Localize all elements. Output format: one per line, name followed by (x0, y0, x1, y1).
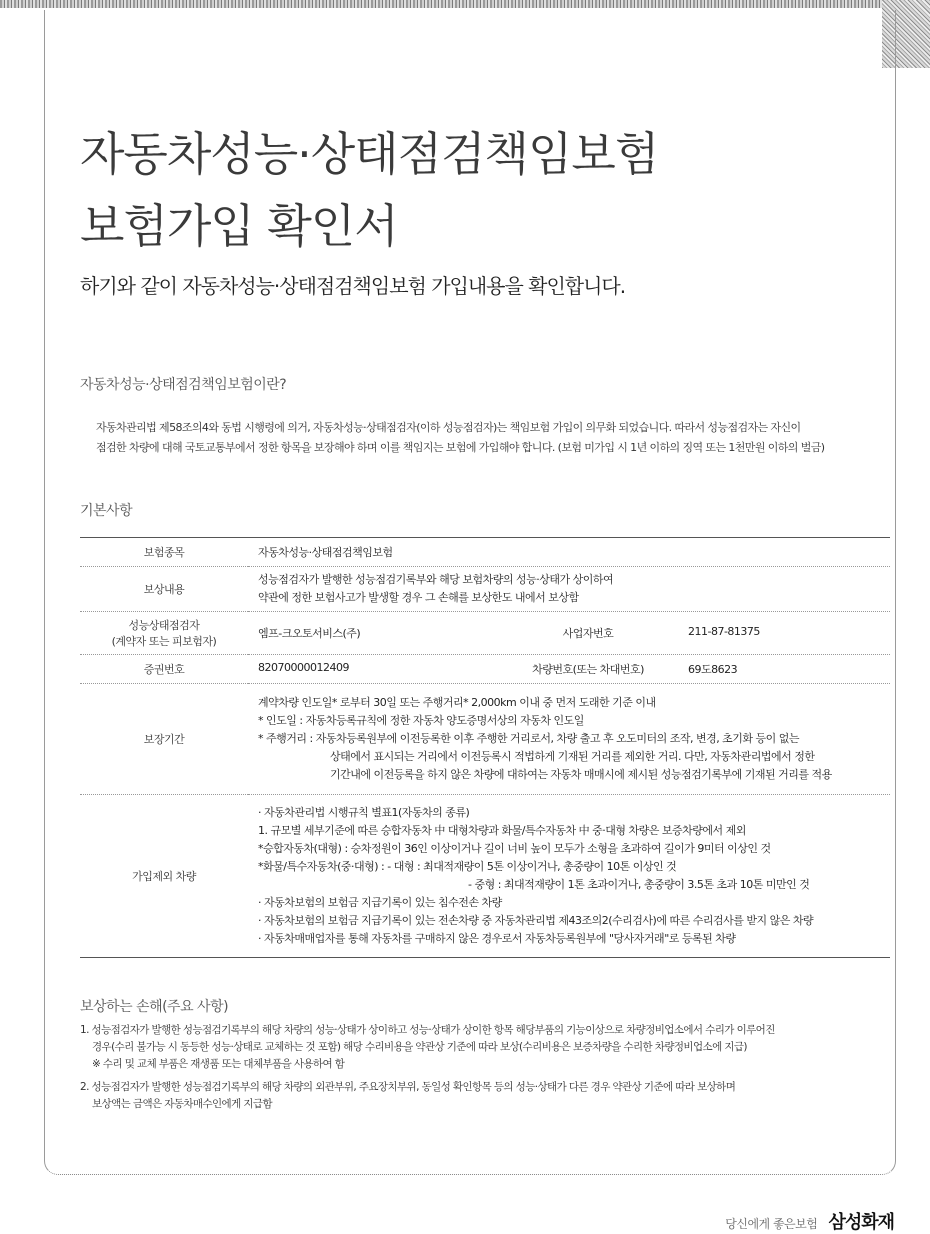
inspector-label-line: (계약자 또는 피보험자) (111, 635, 217, 648)
period-line: 기간내에 이전등록을 하지 않은 차량에 대하여는 자동차 매매시에 제시된 성능점검기록부에 기재된 거리를 적용 (330, 768, 832, 781)
compensation-heading: 보상하는 손해(주요 사항) (80, 999, 229, 1015)
basics-table (80, 537, 890, 958)
coverage-line: 성능점검자가 발행한 성능점검기록부와 해당 보험차량의 성능·상태가 상이하여 (258, 573, 614, 586)
inspector-value: 엠프-크오토서비스(주) (258, 627, 361, 640)
basics-heading: 기본사항 (80, 503, 133, 519)
compensation-list (80, 1022, 880, 1113)
excluded-line: - 중형 : 최대적재량이 1톤 초과이거나, 총중량이 3.5톤 초과 10톤 미만인 것 (468, 878, 810, 891)
biz-no-label: 사업자번호 (562, 627, 614, 640)
coverage-label: 보상내용 (80, 567, 248, 612)
footer-brand (725, 1208, 894, 1234)
excluded-line: 1. 규모별 세부기준에 따른 승합자동차 中 대형차량과 화물/특수자동차 中 중·대형 차량은 보증차량에서 제외 (258, 824, 746, 837)
compensation-line: 보상액는 금액은 자동차매수인에게 지급함 (92, 1098, 272, 1110)
excluded-label: 가입제외 차량 (80, 795, 248, 958)
table-row (80, 567, 890, 612)
policy-no-label: 증권번호 (80, 655, 248, 684)
insurance-type-label: 보험종목 (80, 538, 248, 567)
period-value (248, 684, 890, 795)
period-line: 상태에서 표시되는 거리에서 이전등록시 적법하게 기재된 거리를 제외한 거리. 다만, 자동차관리법에서 정한 (330, 750, 815, 763)
company-logo: 삼성화재 (828, 1212, 894, 1233)
table-row (80, 684, 890, 795)
excluded-line: · 자동차보험의 보험금 지급기록이 있는 전손차량 중 자동차관리법 제43조의2(수리검사)에 따른 수리검사를 받지 않은 차량 (258, 914, 814, 927)
coverage-value (248, 567, 890, 612)
insurance-type-value: 자동차성능·상태점검책임보험 (248, 538, 890, 567)
policy-sub-row (258, 661, 886, 677)
biz-no-value: 211-87-81375 (688, 625, 760, 638)
policy-row (248, 655, 890, 684)
footer-slogan: 당신에게 좋은보험 (725, 1217, 818, 1231)
intro-line: 자동차관리법 제58조의4와 동법 시행령에 의거, 자동차성능·상태점검자(이하 성능점검자)는 책임보험 가입이 의무화 되었습니다. 따라서 성능점검자는 자신이 (96, 421, 801, 434)
period-label: 보장기간 (80, 684, 248, 795)
table-row (80, 655, 890, 684)
excluded-line: *화물/특수자동차(중·대형) : - 대형 : 최대적재량이 5톤 이상이거나, 총중량이 10톤 이상인 것 (258, 860, 677, 873)
period-line: * 인도일 : 자동차등록규칙에 정한 자동차 양도증명서상의 자동차 인도일 (258, 714, 584, 727)
car-no-label: 차량번호(또는 차대번호) (532, 663, 644, 676)
compensation-line: 1. 성능점검자가 발행한 성능점검기록부의 해당 차량의 성능·상태가 상이하고 성능·상태가 상이한 항목 해당부품의 기능이상으로 차량정비업소에서 수리가 이루어진 (80, 1024, 775, 1036)
document-title-line2: 보험가입 확인서 (80, 199, 398, 253)
compensation-line: ※ 수리 및 교체 부품은 재생품 또는 대체부품을 사용하여 함 (92, 1058, 345, 1070)
inspector-label-line: 성능상태점검자 (128, 619, 200, 632)
inspector-label (80, 612, 248, 655)
document-title-line1: 자동차성능·상태점검책임보험 (80, 127, 659, 181)
scan-top-edge (0, 0, 930, 8)
table-row (80, 538, 890, 567)
excluded-value (248, 795, 890, 958)
intro-paragraph (96, 418, 886, 458)
document-subtitle: 하기와 같이 자동차성능·상태점검책임보험 가입내용을 확인합니다. (80, 274, 626, 298)
inspector-sub-row (258, 625, 886, 641)
coverage-line: 약관에 정한 보험사고가 발생할 경우 그 손해를 보상한도 내에서 보상함 (258, 591, 579, 604)
intro-heading: 자동차성능·상태점검책임보험이란? (80, 377, 287, 393)
excluded-line: *승합자동차(대형) : 승차정원이 36인 이상이거나 길이 너비 높이 모두가 소형을 초과하여 길이가 9미터 이상인 것 (258, 842, 771, 855)
inspector-row (248, 612, 890, 655)
intro-line: 점검한 차량에 대해 국토교통부에서 정한 항목을 보장해야 하며 이를 책임지는 보험에 가입해야 합니다. (보험 미가입 시 1년 이하의 징역 또는 1천만원 이하의 벌금) (96, 441, 825, 454)
car-no-value: 69도8623 (688, 663, 738, 676)
table-row (80, 795, 890, 958)
excluded-line: · 자동차보험의 보험금 지급기록이 있는 침수전손 차량 (258, 896, 502, 909)
excluded-line: · 자동차관리법 시행규칙 별표1(자동차의 종류) (258, 806, 470, 819)
table-row (80, 612, 890, 655)
compensation-line: 2. 성능점검자가 발행한 성능점검기록부의 해당 차량의 외관부위, 주요장치부위, 동일성 확인항목 등의 성능·상태가 다른 경우 약관상 기준에 따라 보상하며 (80, 1081, 736, 1093)
policy-no-value: 82070000012409 (258, 661, 349, 674)
period-line: 계약차량 인도일* 로부터 30일 또는 주행거리* 2,000km 이내 중 먼저 도래한 기준 이내 (258, 696, 656, 709)
excluded-line: · 자동차매매업자를 통해 자동차를 구매하지 않은 경우로서 자동차등록원부에 "당사자거래"로 등록된 차량 (258, 932, 736, 945)
compensation-line: 경우(수리 불가능 시 동등한 성능·상태로 교체하는 것 포함) 해당 수리비용을 약관상 기준에 따라 보상(수리비용은 보증차량을 수리한 차량정비업소에 지급) (92, 1041, 747, 1053)
period-line: * 주행거리 : 자동차등록원부에 이전등록한 이후 주행한 거리로서, 차량 출고 후 오도미터의 조작, 변경, 초기화 등이 없는 (258, 732, 800, 745)
